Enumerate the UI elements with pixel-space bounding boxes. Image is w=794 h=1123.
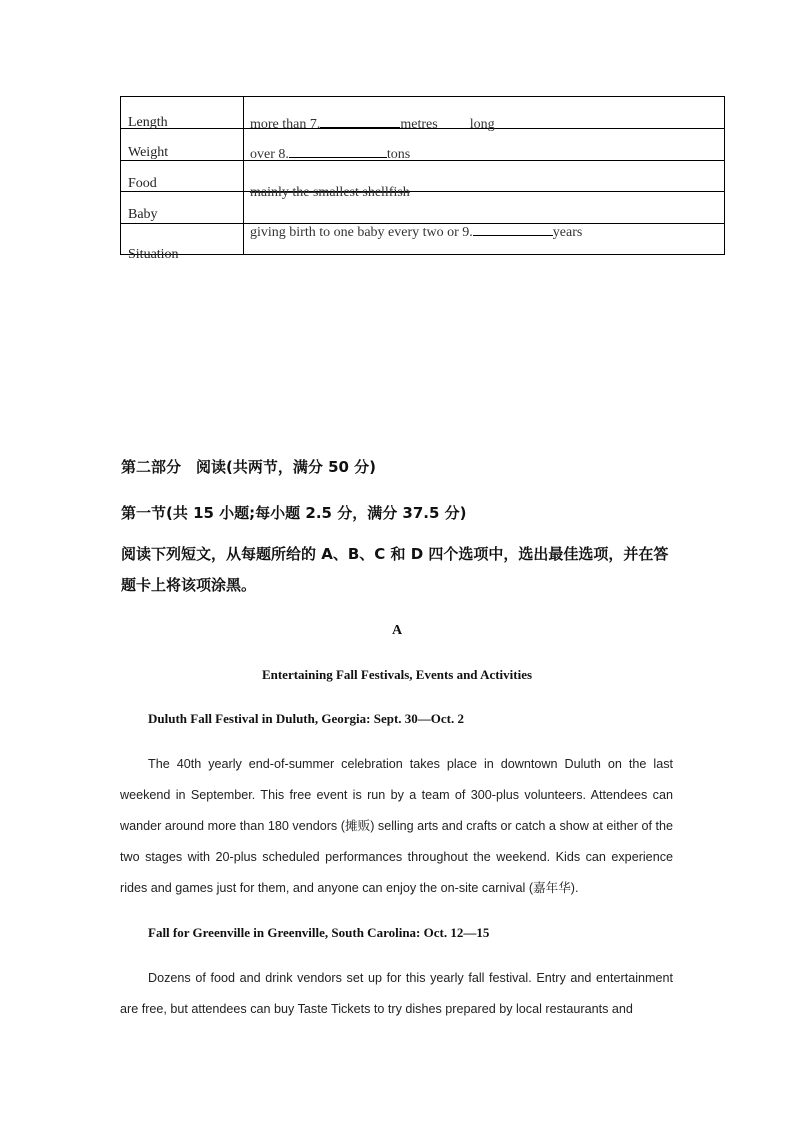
event-text-greenville <box>120 963 673 1025</box>
table-column-divider <box>243 97 244 254</box>
baby-suffix: years <box>552 225 583 240</box>
row-label-baby: Baby <box>128 207 158 222</box>
answer-table <box>120 96 725 262</box>
paragraph: The 40th yearly end-of-summer celebration takes place in downtown Duluth on the last weekend in September. This free event is run by a team of 300-plus volunteers. Attendees can wander around more than 180 vendors (摊贩) selling arts and crafts or catch a show at either of the two stages with 20-plus scheduled performances throughout the weekend. Kids can experience rides and games just for them, and anyone can enjoy the on-site carnival (嘉年华). <box>120 757 673 895</box>
event-heading-greenville: Fall for Greenville in Greenville, South Carolina: Oct. 12—15 <box>148 925 490 940</box>
row-label-food: Food <box>128 176 157 191</box>
row-value-baby <box>250 223 582 241</box>
blank-gap <box>438 115 470 128</box>
label-column <box>121 97 243 262</box>
weight-suffix: tons <box>386 147 411 162</box>
row-label-weight: Weight <box>128 145 169 160</box>
length-prefix: more than 7. <box>250 117 321 132</box>
paragraph: Dozens of food and drink vendors set up for this yearly fall festival. Entry and entertainment are free, but attendees can buy Taste Tickets to try dishes prepared by local restaurants and <box>120 971 673 1016</box>
length-suffix: long <box>469 117 495 132</box>
weight-prefix: over 8. <box>250 147 289 162</box>
part-title: 第二部分 阅读(共两节，满分 50 分) <box>121 458 377 476</box>
row-label-length: Length <box>128 115 168 130</box>
blank-8[interactable] <box>289 145 387 158</box>
instructions: 阅读下列短文，从每题所给的 A、B、C 和 D 四个选项中，选出最佳选项，并在答题卡上将该项涂黑。 <box>121 545 669 594</box>
event-heading-duluth: Duluth Fall Festival in Duluth, Georgia: Sept. 30—Oct. 2 <box>148 711 464 726</box>
blank-7[interactable] <box>320 115 400 128</box>
section-subtitle: 第一节(共 15 小题;每小题 2.5 分，满分 37.5 分) <box>121 504 467 522</box>
row-label-situation: Situation <box>128 247 179 262</box>
passage-title: Entertaining Fall Festivals, Events and Activities <box>261 667 533 682</box>
blank-9[interactable] <box>473 223 553 236</box>
row-value-food: mainly the smallest shellfish <box>250 185 410 200</box>
row-value-weight <box>250 145 410 163</box>
event-text-duluth <box>120 749 673 904</box>
passage-letter: A <box>391 623 403 638</box>
baby-prefix: giving birth to one baby every two or 9. <box>250 225 473 240</box>
length-mid: metres <box>400 117 438 132</box>
row-value-length <box>250 115 495 133</box>
